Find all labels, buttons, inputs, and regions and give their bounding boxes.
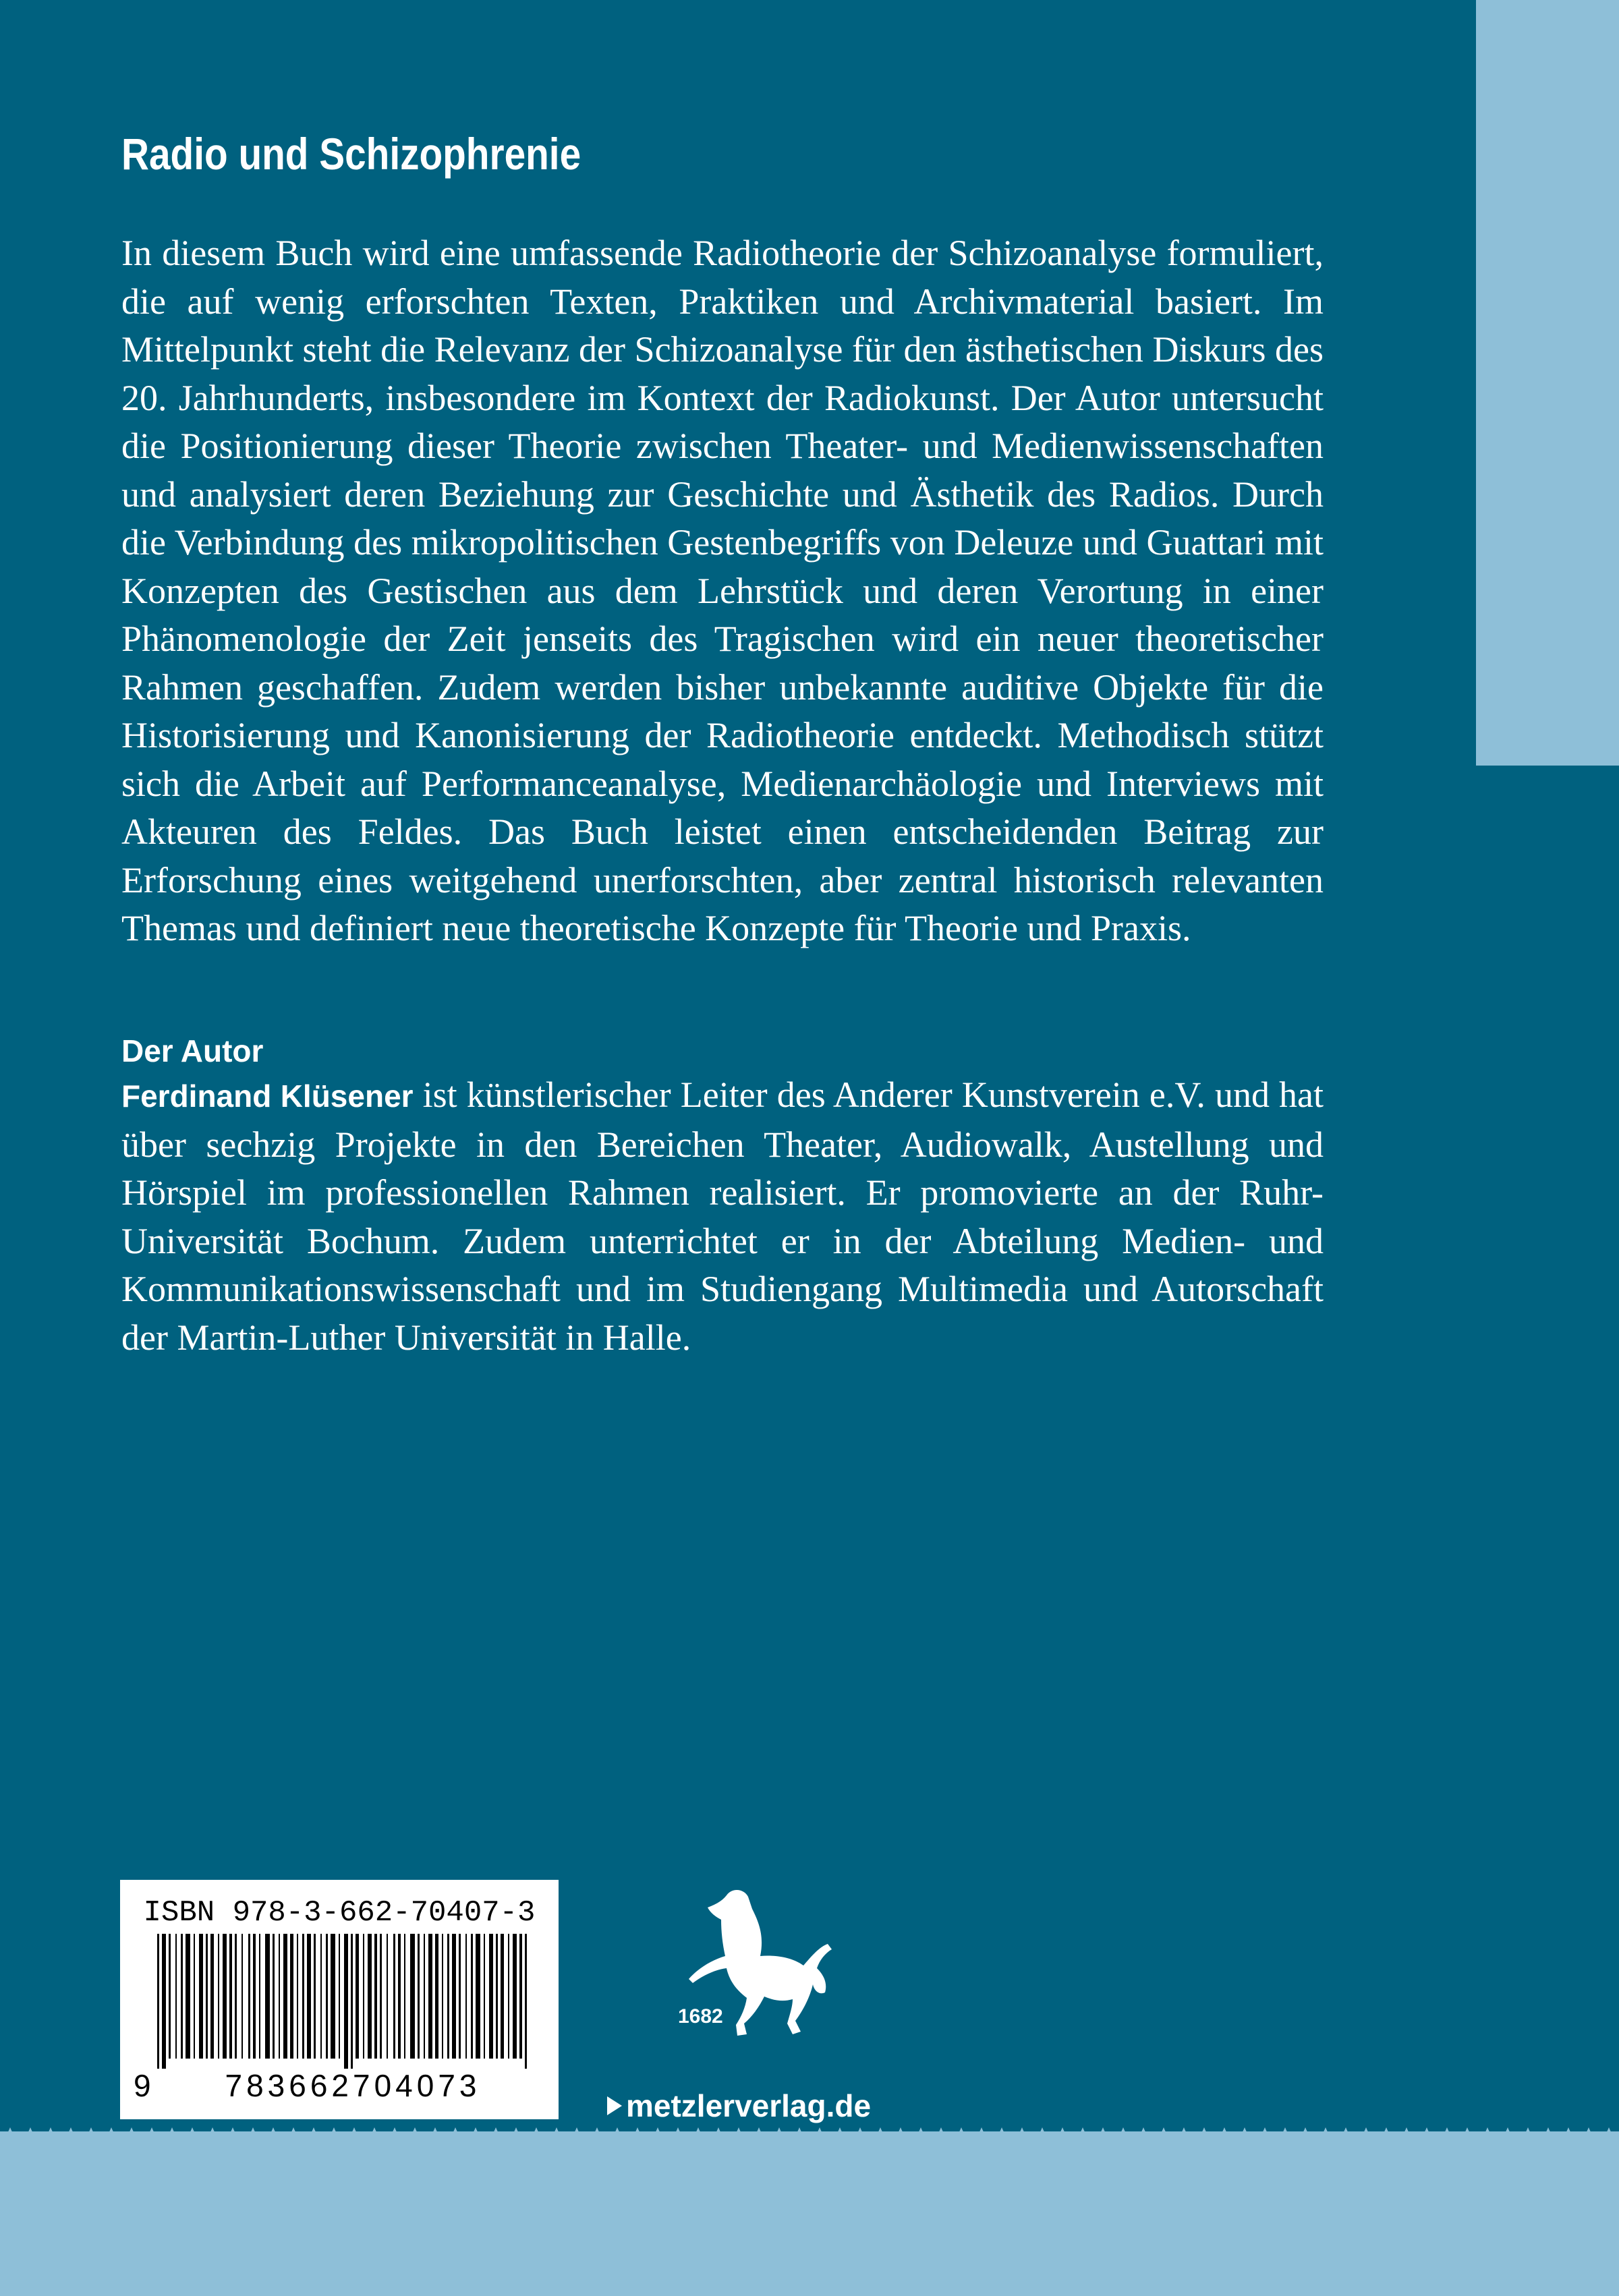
author-bio <box>121 1071 1324 1362</box>
isbn-label: ISBN 978-3-662-70407-3 <box>143 1896 536 1930</box>
horse-logo-icon <box>651 1882 853 2057</box>
publisher-website-link[interactable] <box>607 2086 871 2126</box>
author-heading: Der Autor <box>121 1033 264 1068</box>
publisher-website-text: metzlerverlag.de <box>626 2088 872 2123</box>
accent-bottom-strip <box>0 2131 1619 2296</box>
book-title: Radio und Schizophrenie <box>121 129 581 179</box>
barcode-bars <box>157 1934 535 2069</box>
barcode-digit-groups: 783662704073 <box>225 2068 481 2103</box>
play-arrow-icon <box>607 2096 622 2115</box>
author-name: Ferdinand Klüsener <box>121 1079 414 1114</box>
book-description: In diesem Buch wird eine umfassende Radiotheorie der Schizoanalyse formuliert, die auf wenig erforschten Texten, Praktiken und Archivmaterial basiert. Im Mittelpunkt steht die Relevanz der Schizoanalyse für den ästhetischen Diskurs des 20. Jahrhunderts, insbesondere im Kontext der Radiokunst. Der Autor untersucht die Positionierung dieser Theorie zwischen Theater- und Medienwissenschaften und analysiert deren Beziehung zur Geschichte und Ästhetik des Radios. Durch die Verbindung des mikropolitischen Gestenbegriffs von Deleuze und Guattari mit Konzepten des Gestischen aus dem Lehrstück und deren Verortung in einer Phänomenologie der Zeit jenseits des Tragischen wird ein neuer theoretischer Rahmen geschaffen. Zudem werden bisher unbekannte auditive Objekte für die Historisierung und Kanonisierung der Radiotheorie entdeckt. Methodisch stützt sich die Arbeit auf Performanceanalyse, Medienarchäologie und Interviews mit Akteuren des Feldes. Das Buch leistet einen entscheidenden Beitrag zur Erforschung eines weitgehend unerforschten, aber zentral historisch relevanten Themas und definiert neue theoretische Konzepte für Theorie und Praxis. <box>121 233 1324 948</box>
accent-side-strip <box>1476 0 1619 766</box>
logo-year: 1682 <box>678 2005 723 2028</box>
author-bio-text: ist künstlerischer Leiter des Anderer Kunstverein e.V. und hat über sechzig Projekte in den Bereichen Theater, Audiowalk, Austellung und Hörspiel im professionellen Rahmen realisiert. Er promovierte an der Ruhr-Universität Bochum. Zudem unterrichtet er in der Abteilung Medien- und Kommunikationswissenschaft und im Studiengang Multimedia und Autorschaft der Martin-Luther Universität in Halle. <box>121 1074 1324 1358</box>
barcode-first-digit: 9 <box>134 2068 152 2103</box>
isbn-barcode <box>120 1880 559 2119</box>
